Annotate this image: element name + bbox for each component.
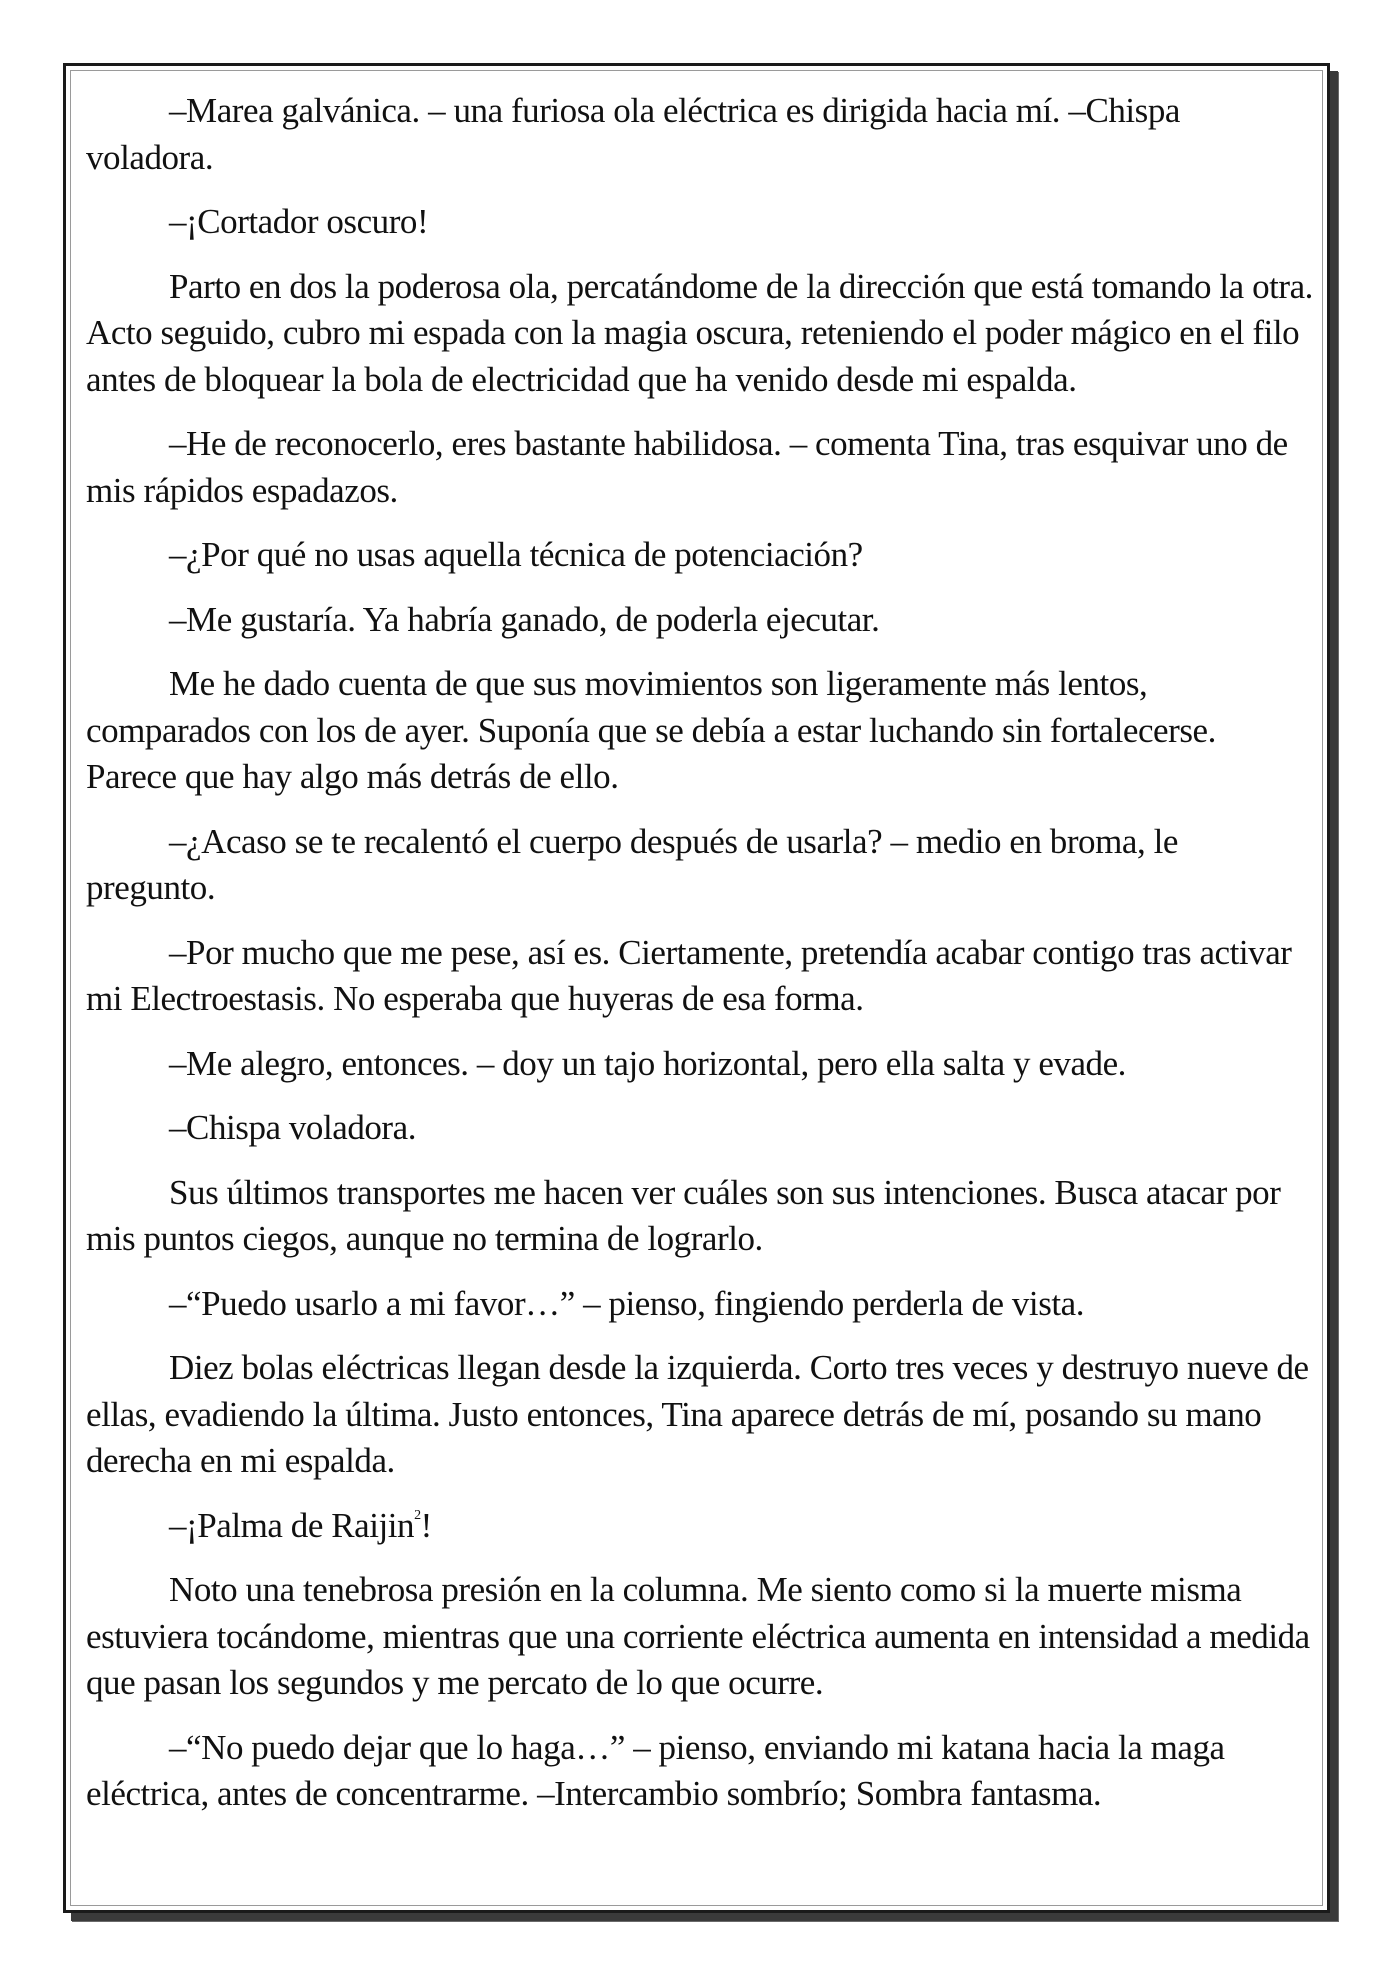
- paragraph: –“No puedo dejar que lo haga…” – pienso, enviando mi katana hacia la maga eléctrica, antes de concentrarme. –Intercambio sombrío; Sombra fantasma.: [86, 1727, 1225, 1813]
- paragraph: –¡Cortador oscuro!: [169, 202, 429, 241]
- paragraph: Sus últimos transportes me hacen ver cuáles son sus intenciones. Busca atacar por mis puntos ciegos, aunque no termina de lograrlo.: [86, 1172, 1281, 1258]
- paragraph: Me he dado cuenta de que sus movimientos son ligeramente más lentos, comparados con los de ayer. Suponía que se debía a estar luchando sin fortalecerse. Parece que hay algo más detrás de ello.: [86, 664, 1216, 796]
- palma-text: –¡Palma de Raijin: [169, 1505, 415, 1545]
- paragraph: –He de reconocerlo, eres bastante habilidosa. – comenta Tina, tras esquivar uno de mis rápidos espadazos.: [86, 424, 1288, 510]
- paragraph: –Por mucho que me pese, así es. Ciertamente, pretendía acabar contigo tras activar mi Electroestasis. No esperaba que huyeras de esa forma.: [86, 932, 1292, 1018]
- paragraph: –¿Por qué no usas aquella técnica de potenciación?: [169, 535, 863, 574]
- paragraph: Noto una tenebrosa presión en la columna. Me siento como si la muerte misma estuviera tocándome, mientras que una corriente eléctrica aumenta en intensidad a medida que pasan los segundos y me percato de lo que ocurre.: [86, 1570, 1310, 1702]
- paragraph: –Me gustaría. Ya habría ganado, de poderla ejecutar.: [169, 599, 880, 639]
- paragraph: Diez bolas eléctricas llegan desde la izquierda. Corto tres veces y destruyo nueve de ellas, evadiendo la última. Justo entonces, Tina aparece detrás de mí, posando su mano derecha en mi espalda.: [86, 1348, 1309, 1480]
- paragraph: –Marea galvánica. – una furiosa ola eléctrica es dirigida hacia mí. –Chispa voladora.: [86, 91, 1180, 177]
- paragraph-palma-de-raijin: [86, 1503, 1314, 1550]
- palma-exclamation: !: [420, 1505, 432, 1545]
- footnote-reference: 2: [414, 1507, 421, 1523]
- paragraph: Parto en dos la poderosa ola, percatándome de la dirección que está tomando la otra. Acto seguido, cubro mi espada con la magia oscura, reteniendo el poder mágico en el filo antes de bloquear la bola de electricidad que ha venido desde mi espalda.: [86, 266, 1313, 399]
- paragraph: –Chispa voladora.: [169, 1108, 417, 1147]
- page-border-frame: [63, 63, 1330, 1913]
- document-text-body: [86, 88, 1314, 1836]
- paragraph: –Me alegro, entonces. – doy un tajo horizontal, pero ella salta y evade.: [169, 1043, 1126, 1083]
- paragraph: –¿Acaso se te recalentó el cuerpo después de usarla? – medio en broma, le pregunto.: [86, 821, 1178, 907]
- paragraph: –“Puedo usarlo a mi favor…” – pienso, fingiendo perderla de vista.: [169, 1283, 1085, 1323]
